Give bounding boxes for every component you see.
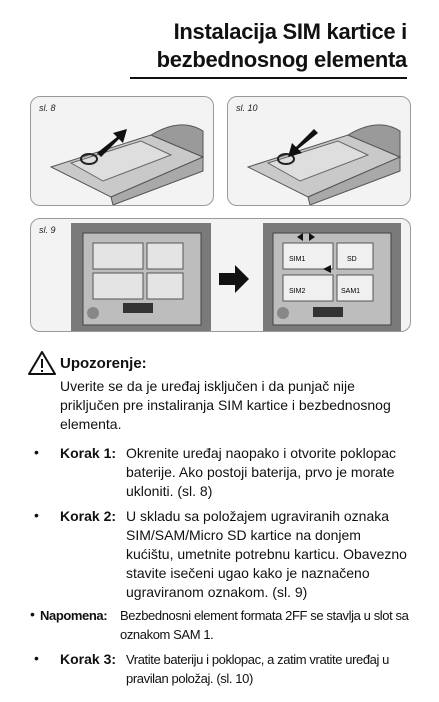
title-underline xyxy=(130,77,407,79)
slot-label-sim1: SIM1 xyxy=(289,256,306,263)
step-2-text: U skladu sa položajem ugraviranih oznaka SIM/SAM/Micro SD kartice na donjem kućištu, umetnite potrebnu karticu. Obavezno stavite isečeni ugao kako je naznačeno ugraviranom oznakom. (sl. 9) xyxy=(126,508,407,600)
figure-8 xyxy=(30,96,214,206)
figure-label: sl. 9 xyxy=(39,225,56,235)
device-back-illustration xyxy=(31,97,213,205)
bullet: • xyxy=(30,606,35,622)
page-title xyxy=(157,18,407,74)
figure-10 xyxy=(227,96,411,206)
figure-label: sl. 10 xyxy=(236,103,258,113)
step-1-lead: Korak 1: xyxy=(60,445,117,461)
figure-9 xyxy=(30,218,411,332)
bullet: • xyxy=(34,444,39,460)
slot-label-sam1: SAM1 xyxy=(341,288,361,295)
warning-title: Upozorenje: xyxy=(60,355,147,372)
note-text: Bezbednosni element formata 2FF se stavlja u slot sa oznakom SAM 1. xyxy=(120,608,409,642)
bullet: • xyxy=(34,650,39,666)
card-slots-illustration xyxy=(31,219,410,331)
step-1-text: Okrenite uređaj naopako i otvorite poklopac baterije. Ako postoji baterija, prvo je morate ukloniti. (sl. 8) xyxy=(126,445,397,499)
warning-triangle-icon xyxy=(28,350,56,376)
warning-body: Uverite se da je uređaj isključen i da punjač nije priključen pre instaliranja SIM kartice i bezbednosnog elementa. xyxy=(60,378,391,432)
device-back-illustration xyxy=(228,97,410,205)
title-line-1: Instalacija SIM kartice i xyxy=(173,19,407,44)
slot-label-sim2: SIM2 xyxy=(289,288,306,295)
title-line-2: bezbednosnog elementa xyxy=(156,47,407,72)
bullet: • xyxy=(34,507,39,523)
figure-label: sl. 8 xyxy=(39,103,56,113)
slot-label-sd: SD xyxy=(347,256,357,263)
step-3-text: Vratite bateriju i poklopac, a zatim vratite uređaj u pravilan položaj. (sl. 10) xyxy=(126,652,390,686)
step-2-lead: Korak 2: xyxy=(60,508,117,524)
note-lead: Napomena: xyxy=(40,608,108,623)
step-3-lead: Korak 3: xyxy=(60,651,117,667)
